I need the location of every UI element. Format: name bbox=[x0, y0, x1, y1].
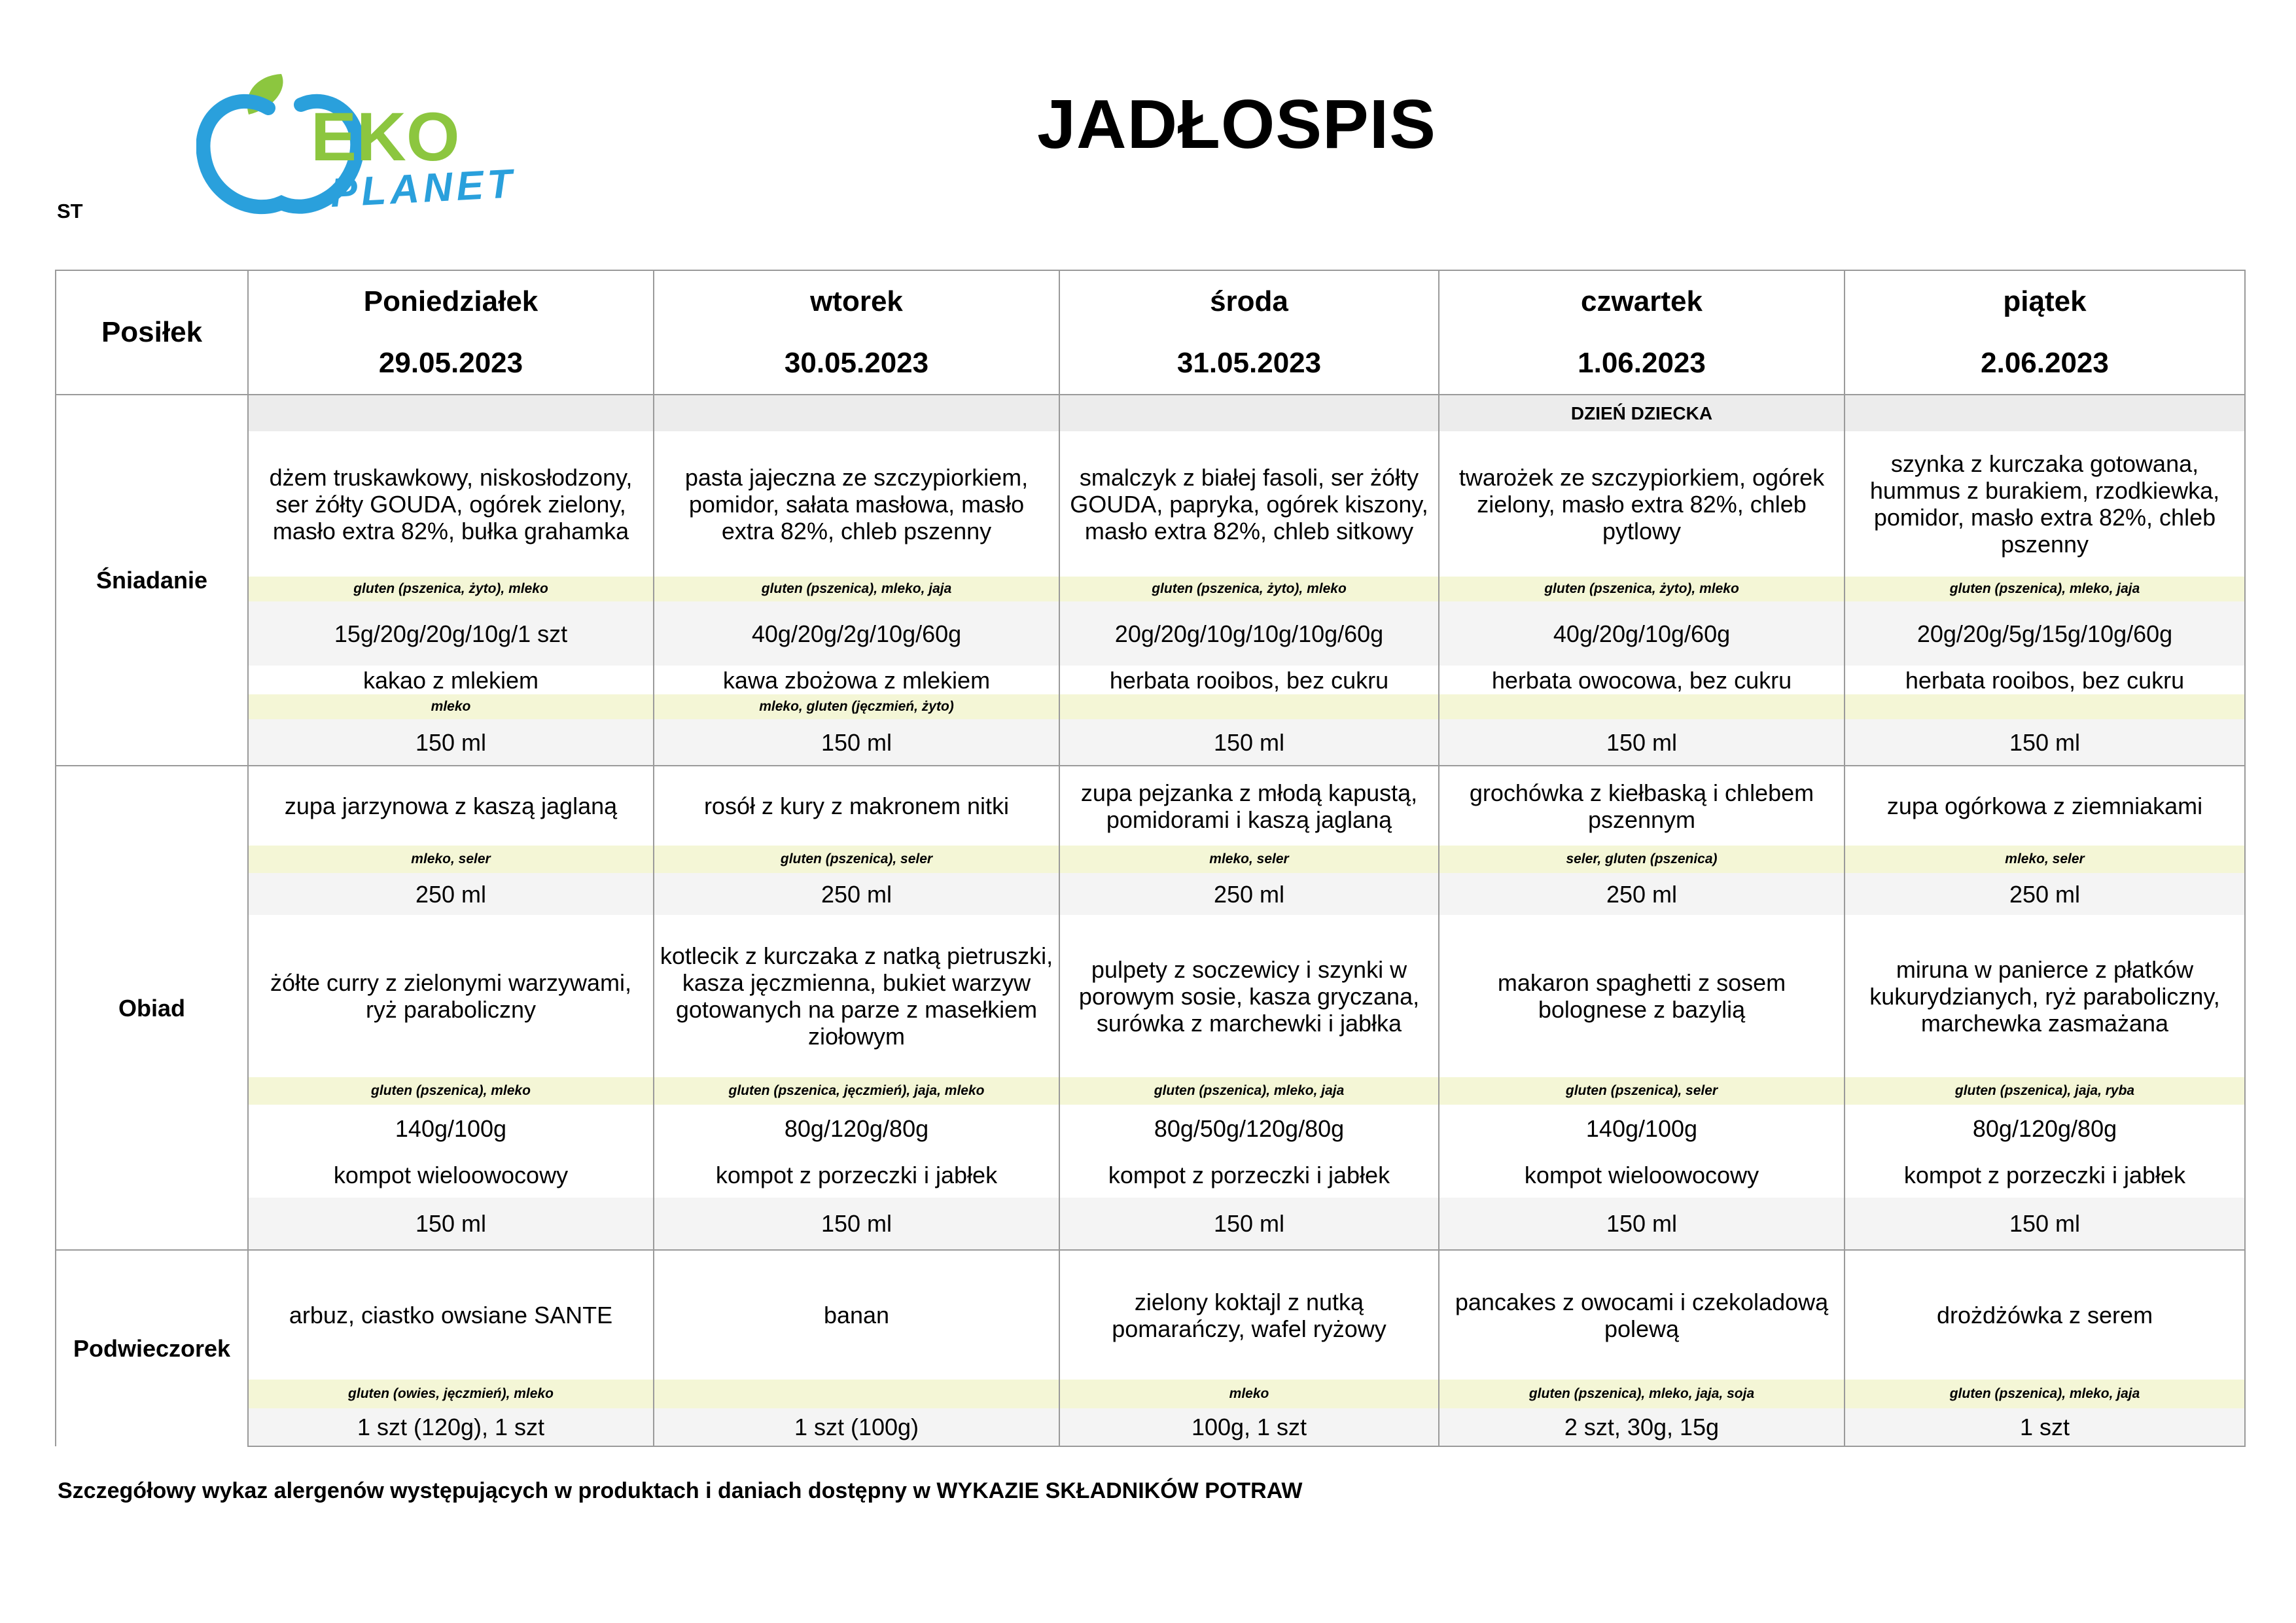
portion-cell: 100g, 1 szt bbox=[1059, 1408, 1439, 1446]
dish-cell: pasta jajeczna ze szczypiorkiem, pomidor, sałata masłowa, masło extra 82%, chleb pszenny bbox=[654, 431, 1059, 577]
logo-text-eko: EKO bbox=[311, 99, 460, 175]
allergen-cell bbox=[1059, 694, 1439, 719]
allergen-cell: gluten (pszenica), seler bbox=[1439, 1077, 1845, 1105]
portion-cell: 140g/100g bbox=[1439, 1105, 1845, 1152]
drink-cell: herbata owocowa, bez cukru bbox=[1439, 666, 1845, 694]
breakfast-drink-allergen-row bbox=[56, 694, 2245, 719]
special-note bbox=[654, 395, 1059, 431]
lunch-drink-row bbox=[56, 1152, 2245, 1198]
allergen-cell bbox=[1845, 694, 2245, 719]
allergen-cell: gluten (pszenica, żyto), mleko bbox=[1059, 577, 1439, 601]
dish-cell: banan bbox=[654, 1250, 1059, 1380]
allergen-cell: gluten (pszenica), mleko bbox=[248, 1077, 654, 1105]
breakfast-drink-row bbox=[56, 666, 2245, 694]
meal-label-breakfast: Śniadanie bbox=[56, 395, 248, 766]
portion-cell: 20g/20g/5g/15g/10g/60g bbox=[1845, 601, 2245, 666]
snack-portion-row bbox=[56, 1408, 2245, 1446]
portion-cell: 250 ml bbox=[248, 873, 654, 915]
dish-cell: zielony koktajl z nutką pomarańczy, wafel ryżowy bbox=[1059, 1250, 1439, 1380]
drink-cell: kompot wieloowocowy bbox=[248, 1152, 654, 1198]
drink-cell: kompot z porzeczki i jabłek bbox=[1845, 1152, 2245, 1198]
header-row bbox=[56, 270, 2245, 395]
drink-cell: kawa zbożowa z mlekiem bbox=[654, 666, 1059, 694]
portion-cell: 80g/120g/80g bbox=[1845, 1105, 2245, 1152]
lunch-soup-row bbox=[56, 766, 2245, 846]
allergen-cell: gluten (pszenica), mleko, jaja bbox=[1059, 1077, 1439, 1105]
breakfast-drink-portion-row bbox=[56, 719, 2245, 765]
day-header: Poniedziałek 29.05.2023 bbox=[248, 270, 654, 395]
day-header: piątek 2.06.2023 bbox=[1845, 270, 2245, 395]
meal-label-snack: Podwieczorek bbox=[56, 1250, 248, 1446]
portion-cell: 1 szt (100g) bbox=[654, 1408, 1059, 1446]
portion-cell: 1 szt bbox=[1845, 1408, 2245, 1446]
dish-cell: kotlecik z kurczaka z natką pietruszki, kasza jęczmienna, bukiet warzyw gotowanych na parze z masełkiem ziołowym bbox=[654, 915, 1059, 1077]
meal-column-header: Posiłek bbox=[56, 270, 248, 395]
dish-cell: grochówka z kiełbaską i chlebem pszennym bbox=[1439, 766, 1845, 846]
allergen-cell: mleko, seler bbox=[1845, 846, 2245, 873]
allergen-cell: seler, gluten (pszenica) bbox=[1439, 846, 1845, 873]
dish-cell: makaron spaghetti z sosem bolognese z bazylią bbox=[1439, 915, 1845, 1077]
special-note bbox=[1845, 395, 2245, 431]
allergen-cell: gluten (owies, jęczmień), mleko bbox=[248, 1380, 654, 1408]
portion-cell: 150 ml bbox=[654, 1198, 1059, 1250]
page-title: JADŁOSPIS bbox=[1037, 86, 1436, 163]
group-code: ST bbox=[57, 200, 83, 223]
portion-cell: 150 ml bbox=[1059, 1198, 1439, 1250]
breakfast-allergen-row bbox=[56, 577, 2245, 601]
allergen-cell bbox=[1439, 694, 1845, 719]
lunch-drink-portion-row bbox=[56, 1198, 2245, 1250]
dish-cell: zupa pejzanka z młodą kapustą, pomidorami i kaszą jaglaną bbox=[1059, 766, 1439, 846]
portion-cell: 150 ml bbox=[1845, 1198, 2245, 1250]
breakfast-special-row bbox=[56, 395, 2245, 431]
eko-planet-logo bbox=[196, 69, 530, 216]
drink-cell: kakao z mlekiem bbox=[248, 666, 654, 694]
portion-cell: 250 ml bbox=[1845, 873, 2245, 915]
portion-cell: 140g/100g bbox=[248, 1105, 654, 1152]
allergen-cell: mleko bbox=[1059, 1380, 1439, 1408]
portion-cell: 250 ml bbox=[1439, 873, 1845, 915]
drink-cell: kompot z porzeczki i jabłek bbox=[1059, 1152, 1439, 1198]
special-note bbox=[1059, 395, 1439, 431]
day-header: środa 31.05.2023 bbox=[1059, 270, 1439, 395]
portion-cell: 150 ml bbox=[1439, 719, 1845, 765]
dish-cell: rosół z kury z makronem nitki bbox=[654, 766, 1059, 846]
dish-cell: twarożek ze szczypiorkiem, ogórek zielony, masło extra 82%, chleb pytlowy bbox=[1439, 431, 1845, 577]
portion-cell: 40g/20g/10g/60g bbox=[1439, 601, 1845, 666]
lunch-main-portion-row bbox=[56, 1105, 2245, 1152]
dish-cell: miruna w panierce z płatków kukurydzianych, ryż paraboliczny, marchewka zasmażana bbox=[1845, 915, 2245, 1077]
portion-cell: 80g/120g/80g bbox=[654, 1105, 1059, 1152]
allergen-cell: gluten (pszenica), mleko, jaja bbox=[1845, 1380, 2245, 1408]
drink-cell: herbata rooibos, bez cukru bbox=[1059, 666, 1439, 694]
drink-cell: kompot wieloowocowy bbox=[1439, 1152, 1845, 1198]
dish-cell: drożdżówka z serem bbox=[1845, 1250, 2245, 1380]
portion-cell: 150 ml bbox=[1845, 719, 2245, 765]
allergen-cell: gluten (pszenica, żyto), mleko bbox=[248, 577, 654, 601]
lunch-soup-allergen-row bbox=[56, 846, 2245, 873]
portion-cell: 150 ml bbox=[1059, 719, 1439, 765]
allergen-cell: mleko bbox=[248, 694, 654, 719]
dish-cell: smalczyk z białej fasoli, ser żółty GOUDA, papryka, ogórek kiszony, masło extra 82%, chleb sitkowy bbox=[1059, 431, 1439, 577]
portion-cell: 15g/20g/20g/10g/1 szt bbox=[248, 601, 654, 666]
portion-cell: 150 ml bbox=[654, 719, 1059, 765]
portion-cell: 20g/20g/10g/10g/10g/60g bbox=[1059, 601, 1439, 666]
logo-text-planet: PLANET bbox=[329, 161, 518, 216]
portion-cell: 1 szt (120g), 1 szt bbox=[248, 1408, 654, 1446]
special-note bbox=[248, 395, 654, 431]
snack-allergen-row bbox=[56, 1380, 2245, 1408]
dish-cell: żółte curry z zielonymi warzywami, ryż paraboliczny bbox=[248, 915, 654, 1077]
portion-cell: 150 ml bbox=[1439, 1198, 1845, 1250]
dish-cell: zupa ogórkowa z ziemniakami bbox=[1845, 766, 2245, 846]
portion-cell: 80g/50g/120g/80g bbox=[1059, 1105, 1439, 1152]
meal-label-lunch: Obiad bbox=[56, 766, 248, 1250]
allergen-cell: gluten (pszenica), seler bbox=[654, 846, 1059, 873]
portion-cell: 250 ml bbox=[654, 873, 1059, 915]
allergen-cell: gluten (pszenica, żyto), mleko bbox=[1439, 577, 1845, 601]
portion-cell: 250 ml bbox=[1059, 873, 1439, 915]
allergen-cell: mleko, seler bbox=[248, 846, 654, 873]
portion-cell: 150 ml bbox=[248, 719, 654, 765]
menu-table bbox=[55, 270, 2246, 1447]
special-note: DZIEŃ DZIECKA bbox=[1439, 395, 1845, 431]
drink-cell: kompot z porzeczki i jabłek bbox=[654, 1152, 1059, 1198]
dish-cell: dżem truskawkowy, niskosłodzony, ser żółty GOUDA, ogórek zielony, masło extra 82%, bułka grahamka bbox=[248, 431, 654, 577]
portion-cell: 150 ml bbox=[248, 1198, 654, 1250]
lunch-soup-portion-row bbox=[56, 873, 2245, 915]
portion-cell: 2 szt, 30g, 15g bbox=[1439, 1408, 1845, 1446]
allergen-cell: mleko, seler bbox=[1059, 846, 1439, 873]
allergen-cell: gluten (pszenica), mleko, jaja bbox=[1845, 577, 2245, 601]
drink-cell: herbata rooibos, bez cukru bbox=[1845, 666, 2245, 694]
dish-cell: szynka z kurczaka gotowana, hummus z burakiem, rzodkiewka, pomidor, masło extra 82%, chleb pszenny bbox=[1845, 431, 2245, 577]
breakfast-portion-row bbox=[56, 601, 2245, 666]
lunch-main-allergen-row bbox=[56, 1077, 2245, 1105]
allergen-cell bbox=[654, 1380, 1059, 1408]
snack-dish-row bbox=[56, 1250, 2245, 1380]
allergen-cell: gluten (pszenica), jaja, ryba bbox=[1845, 1077, 2245, 1105]
allergen-cell: gluten (pszenica, jęczmień), jaja, mleko bbox=[654, 1077, 1059, 1105]
dish-cell: zupa jarzynowa z kaszą jaglaną bbox=[248, 766, 654, 846]
dish-cell: pancakes z owocami i czekoladową polewą bbox=[1439, 1250, 1845, 1380]
dish-cell: arbuz, ciastko owsiane SANTE bbox=[248, 1250, 654, 1380]
allergen-cell: gluten (pszenica), mleko, jaja bbox=[654, 577, 1059, 601]
breakfast-dish-row bbox=[56, 431, 2245, 577]
allergen-cell: gluten (pszenica), mleko, jaja, soja bbox=[1439, 1380, 1845, 1408]
dish-cell: pulpety z soczewicy i szynki w porowym sosie, kasza gryczana, surówka z marchewki i jabłka bbox=[1059, 915, 1439, 1077]
day-header: czwartek 1.06.2023 bbox=[1439, 270, 1845, 395]
day-header: wtorek 30.05.2023 bbox=[654, 270, 1059, 395]
allergen-footer-note: Szczegółowy wykaz alergenów występujących w produktach i daniach dostępny w WYKAZIE SKŁADNIKÓW POTRAW bbox=[58, 1478, 1303, 1503]
lunch-main-row bbox=[56, 915, 2245, 1077]
portion-cell: 40g/20g/2g/10g/60g bbox=[654, 601, 1059, 666]
allergen-cell: mleko, gluten (jęczmień, żyto) bbox=[654, 694, 1059, 719]
